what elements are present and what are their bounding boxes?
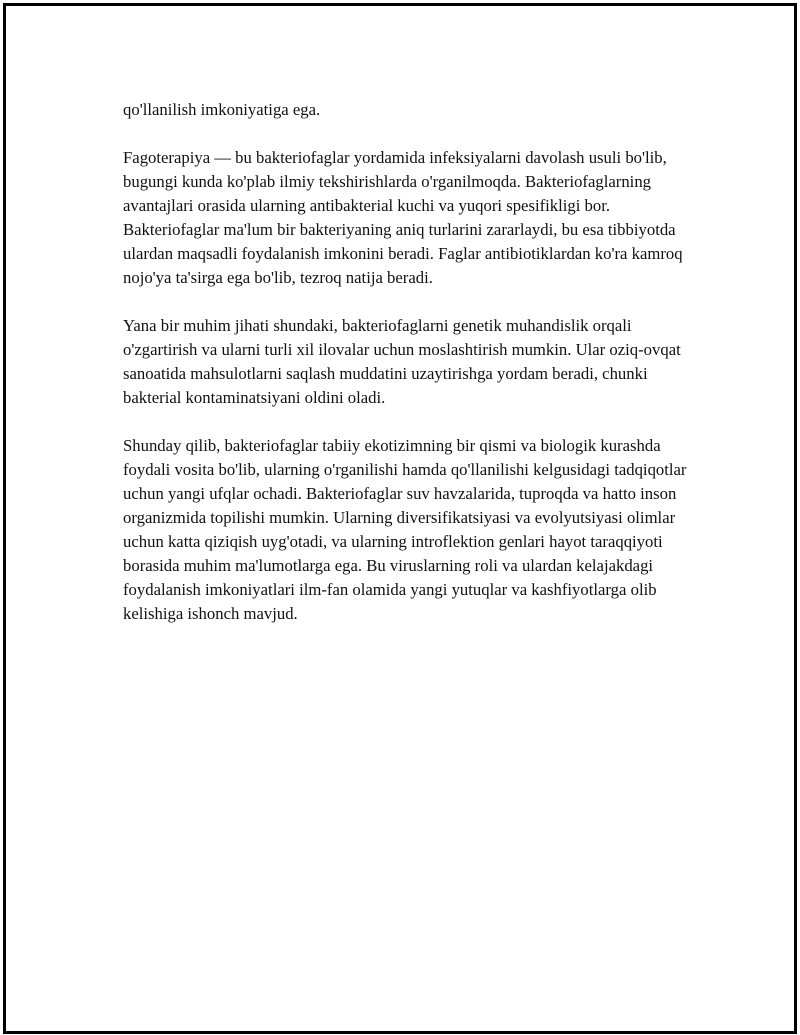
paragraph-conclusion: Shunday qilib, bakteriofaglar tabiiy ekotizimning bir qismi va biologik kurashda foydali vosita bo'lib, ularning o'rganilishi hamda qo'llanilishi kelgusidagi tadqiqotlar uchun yangi ufqlar ochadi. Bakteriofaglar suv havzalarida, tuproqda va hatto inson organizmida topilishi mumkin. Ularning diversifikatsiyasi va evolyutsiyasi olimlar uchun katta qiziqish uyg'otadi, va ularning introflektion genlari hayot taraqqiyoti borasida muhim ma'lumotlarga ega. Bu viruslarning roli va ulardan kelajakdagi foydalanish imkoniyatlari ilm-fan olamida yangi yutuqlar va kashfiyotlarga olib kelishiga ishonch mavjud. [123, 436, 687, 623]
page-frame [3, 3, 797, 1034]
paragraph-continuation: qo'llanilish imkoniyatiga ega. [123, 100, 321, 119]
paragraph-genetic-engineering: Yana bir muhim jihati shundaki, bakteriofaglarni genetik muhandislik orqali o'zgartirish va ularni turli xil ilovalar uchun moslashtirish mumkin. Ular oziq-ovqat sanoatida mahsulotlarni saqlash muddatini uzaytirishga yordam beradi, chunki bakterial kontaminatsiyani oldini oladi. [123, 316, 681, 407]
document-body [123, 98, 698, 650]
paragraph-fagoterapiya: Fagoterapiya — bu bakteriofaglar yordamida infeksiyalarni davolash usuli bo'lib, bugungi kunda ko'plab ilmiy tekshirishlarda o'rganilmoqda. Bakteriofaglarning avantajlari orasida ularning antibakterial kuchi va yuqori spesifikligi bor. Bakteriofaglar ma'lum bir bakteriyaning aniq turlarini zararlaydi, bu esa tibbiyotda ulardan maqsadli foydalanish imkonini beradi. Faglar antibiotiklardan ko'ra kamroq nojo'ya ta'sirga ega bo'lib, tezroq natija beradi. [123, 148, 683, 287]
